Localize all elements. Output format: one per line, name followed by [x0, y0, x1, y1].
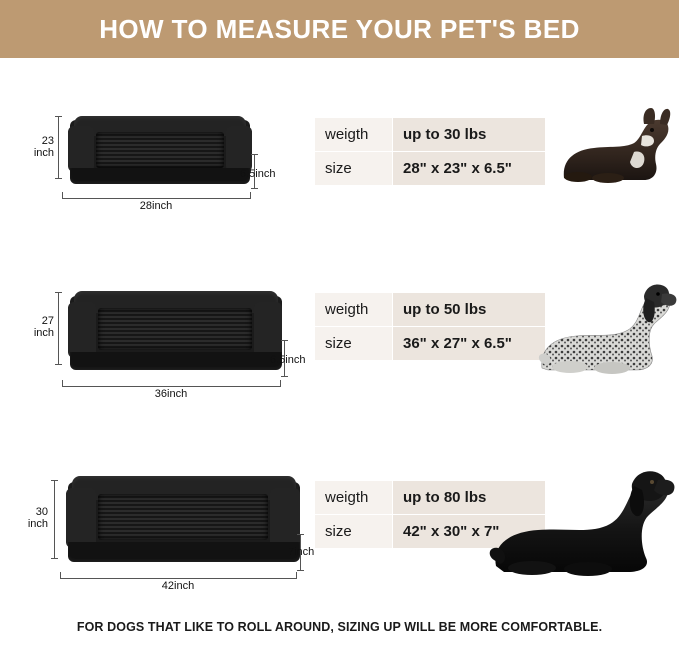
bed-arm-right — [254, 302, 282, 358]
dimension-label-height: 6.5inch — [240, 168, 276, 180]
weight-key: weigth — [315, 293, 393, 327]
size-row-small — [0, 92, 679, 222]
dog-eye — [650, 480, 654, 484]
footer-note: FOR DOGS THAT LIKE TO ROLL AROUND, SIZING UP WILL BE MORE COMFORTABLE. — [76, 620, 603, 634]
dog-ear — [630, 486, 644, 516]
page-title: HOW TO MEASURE YOUR PET'S BED — [99, 13, 580, 44]
bed-front-edge — [70, 352, 282, 370]
dimension-tick — [297, 570, 304, 571]
page-header — [0, 0, 679, 58]
table-row — [315, 327, 546, 361]
black-labrador-icon — [486, 462, 676, 582]
dimension-tick — [281, 340, 288, 341]
dimension-tick — [51, 558, 58, 559]
dog-ear-left — [643, 108, 655, 124]
dimension-line-width — [60, 578, 296, 579]
dimension-tick — [62, 380, 63, 387]
dimension-tick — [250, 192, 251, 199]
bed-arm-left — [66, 488, 96, 548]
size-key: size — [315, 515, 393, 549]
dimension-line-width — [62, 386, 280, 387]
dog-paw — [564, 562, 612, 576]
dimension-tick — [281, 376, 288, 377]
size-row-large — [0, 458, 679, 598]
dimension-tick — [280, 380, 281, 387]
dog-photo-french-bulldog — [556, 100, 674, 186]
bed-graphic — [56, 470, 306, 566]
dimension-tick — [296, 572, 297, 579]
size-row-medium — [0, 270, 679, 410]
table-row — [315, 118, 546, 152]
dog-paw — [592, 173, 624, 183]
dog-paw — [552, 361, 588, 373]
dog-photo-black-labrador — [486, 462, 676, 582]
english-setter-icon — [536, 272, 678, 382]
bed-arm-left — [68, 126, 94, 172]
dimension-label-depth: 30 inch — [27, 506, 48, 530]
dimension-tick — [55, 178, 62, 179]
table-row — [315, 152, 546, 186]
dog-paw — [508, 561, 556, 575]
dog-eye — [656, 292, 660, 296]
size-value: 36" x 27" x 6.5" — [393, 327, 546, 361]
dog-eye — [650, 128, 654, 132]
dimension-tick — [55, 364, 62, 365]
bed-sleep-surface — [98, 494, 268, 540]
dog-paw — [594, 362, 630, 374]
weight-value: up to 30 lbs — [393, 118, 546, 152]
size-value: 28" x 23" x 6.5" — [393, 152, 546, 186]
dimension-label-depth: 27 inch — [33, 315, 54, 339]
dimension-tick — [51, 480, 58, 481]
dimension-tick — [297, 534, 304, 535]
weight-key: weigth — [315, 481, 393, 515]
dimension-tick — [251, 154, 258, 155]
dog-paw — [564, 172, 592, 182]
dimension-label-width: 28inch — [139, 200, 173, 212]
weight-value: up to 50 lbs — [393, 293, 546, 327]
dimension-line-depth — [54, 480, 55, 558]
dimension-line-depth — [58, 292, 59, 364]
dog-photo-english-setter — [536, 272, 678, 382]
dimension-tick — [55, 292, 62, 293]
dimension-line-width — [62, 198, 250, 199]
dimension-tick — [60, 572, 61, 579]
dimension-tick — [251, 188, 258, 189]
dimension-tick — [55, 116, 62, 117]
dog-ear-right — [660, 109, 670, 125]
bed-sleep-surface — [96, 132, 224, 168]
dimension-tick — [62, 192, 63, 199]
spec-table-small — [314, 117, 546, 186]
dimension-label-width: 42inch — [161, 580, 195, 592]
spec-table-medium — [314, 292, 546, 361]
dimension-line-depth — [58, 116, 59, 178]
french-bulldog-icon — [556, 100, 674, 186]
dimension-label-depth: 23 inch — [33, 135, 54, 159]
dimension-label-width: 36inch — [154, 388, 188, 400]
size-key: size — [315, 152, 393, 186]
dimension-label-height: 7inch — [288, 546, 315, 558]
bed-graphic — [60, 286, 290, 374]
bed-front-edge — [70, 168, 250, 184]
bed-arm-right — [270, 488, 300, 548]
bed-arm-right — [226, 126, 252, 172]
bed-front-edge — [68, 542, 300, 562]
weight-value: up to 80 lbs — [393, 481, 546, 515]
size-value: 42" x 30" x 7" — [393, 515, 546, 549]
dog-muzzle — [661, 293, 676, 305]
table-row — [315, 293, 546, 327]
bed-graphic — [60, 110, 260, 190]
dimension-label-height: 6.5inch — [270, 354, 306, 366]
bed-sleep-surface — [98, 308, 252, 350]
size-key: size — [315, 327, 393, 361]
weight-key: weigth — [315, 118, 393, 152]
bed-arm-left — [68, 302, 96, 358]
